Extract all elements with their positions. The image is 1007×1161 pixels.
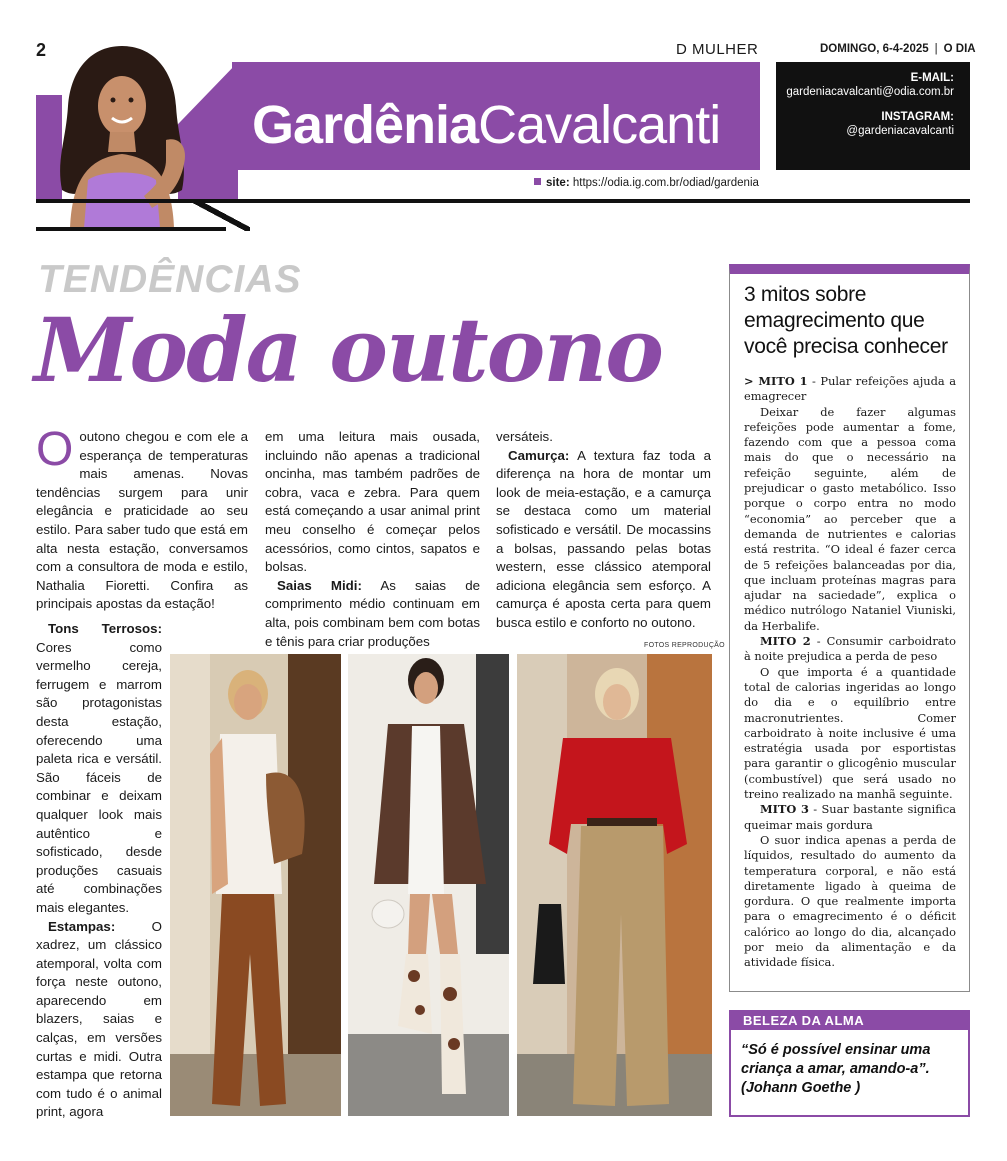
date-line — [820, 43, 976, 55]
sidebar-body — [744, 374, 956, 971]
site-line — [534, 177, 759, 189]
subhead-camurca: Camurça: — [508, 447, 570, 463]
sidebar-title: 3 mitos sobre emagrecimento que você precisa conhecer — [744, 283, 948, 358]
subhead-tons-terrosos: Tons Terrosos: — [48, 621, 162, 636]
myth-3-text: O suor indica apenas a perda de líquidos, resultado do aumento da temperatura corporal, e não está diretamente ligado à queima de gordura. O que realmente importa para o emagrecimento é o déficit calórico ao longo do dia, alcançado por meio da alimentação e da atividade física. — [744, 832, 956, 970]
header-rule-lower — [36, 227, 226, 231]
article-column-2 — [265, 428, 480, 651]
date-separator: | — [934, 43, 938, 55]
photo-credit: FOTOS REPRODUÇÃO — [644, 642, 725, 649]
article-kicker: TENDÊNCIAS — [38, 258, 302, 301]
fashion-photo-prints — [348, 654, 509, 1116]
columnist-last-name: Cavalcanti — [478, 95, 721, 155]
article-headline: Moda outono — [34, 298, 662, 402]
contact-box — [776, 62, 970, 170]
site-url[interactable]: https://odia.ig.com.br/odiad/gardenia — [572, 177, 759, 189]
section-name: D MULHER — [676, 41, 759, 58]
email-label: E-MAIL: — [910, 72, 954, 84]
quote-text: “Só é possível ensinar uma criança a amar, amando-a”. (Johann Goethe ) — [741, 1042, 931, 1096]
columnist-first-name: Gardênia — [252, 95, 479, 155]
paragraph-estampas-cont: em uma leitura mais ousada, incluindo não apenas a tradicional oncinha, mas também padrões de cobra, vaca e zebra. Para quem está começando a usar animal print meu conselho é começar pelos acessórios, como cintos, sapatos e bolsas. — [265, 429, 480, 575]
article-column-3 — [496, 428, 711, 633]
paragraph-estampas: Estampas: O xadrez, um clássico atemporal, volta com força neste outono, aparecendo em blazers, saias e calças, em versões curtas e midi. Outra estampa que retorna com tudo é o animal print, agora — [36, 918, 162, 1120]
site-bullet-icon — [534, 178, 541, 185]
quote-heading: BELEZA DA ALMA — [729, 1010, 970, 1030]
page-number: 2 — [36, 40, 47, 60]
myth-2-text: O que importa é a quantidade total de calorias ingeridas ao longo do dia e o equilíbrio entre macronutrientes. Comer carboidrato à noite inclusive é uma estratégia usada por esportistas para garantir o glicogênio muscular (combustível) que será usado no treino realizado na manhã seguinte. — [744, 664, 956, 802]
instagram-label: INSTAGRAM: — [881, 111, 954, 123]
publication-name: O DIA — [943, 43, 976, 55]
fashion-photo-earth-tones — [170, 654, 341, 1116]
paragraph-saias-midi: Saias Midi: As saias de comprimento médio continuam em alta, pois combinam bem com botas e tênis para criar produções — [265, 577, 480, 649]
article-column-1-narrow — [36, 620, 162, 1122]
email-address[interactable]: gardeniacavalcanti@odia.com.br — [786, 86, 954, 98]
paragraph-tons-terrosos: Tons Terrosos: Cores como vermelho cereja, ferrugem e marrom são protagonistas desta estação, oferecendo uma paleta rica e versátil. São fáceis de combinar e deixam qualquer look mais autêntico e sofisticado, desde produções casuais até combinações mais elegantes. — [36, 621, 162, 915]
article-intro: Ooutono chegou e com ele a esperança de temperaturas mais amenas. Novas tendências surgem para unir elegância e praticidade ao seu estilo. Para saber tudo que está em alta nesta estação, conversamos com a consultora de moda e estilo, Nathalia Fioretti. Confira as principais apostas da estação! — [36, 423, 248, 612]
article-column-1 — [36, 423, 248, 614]
columnist-name — [252, 95, 721, 155]
myth-1-heading: > MITO 1 - Pular refeições ajuda a emagrecer — [744, 374, 956, 404]
site-label: site: — [546, 177, 570, 189]
drop-cap: O — [36, 423, 74, 476]
header-rule — [36, 199, 970, 203]
fashion-photo-suede — [517, 654, 712, 1116]
instagram-handle[interactable]: @gardeniacavalcanti — [846, 125, 954, 137]
myth-1-text: Deixar de fazer algumas refeições pode aumentar a fome, fazendo com que a pessoa coma mais do que o necessário na refeição seguinte, além de prejudicar o gasto metabólico. Isso porque o corpo entra no modo “economia” ao perceber que a demanda de nutrientes e calorias está restrita. “O ideal é fazer cerca de 5 refeições balanceadas por dia, que incluam proteínas magras para ajudar na saciedade”, explica o médico nutrólogo Nataniel Viuniski, da Herbalife. — [744, 404, 956, 633]
subhead-estampas: Estampas: — [48, 918, 116, 934]
subhead-saias-midi: Saias Midi: — [277, 577, 362, 593]
paragraph-camurca: Camurça: A textura faz toda a diferença na hora de montar um look de meia-estação, e a camurça se destaca como um material sofisticado e versátil. De mocassins a bolsas, passando pelas botas western, esse clássico atemporal adiciona elegância sem esforço. A camurça é aposta certa para quem busca estilo e conforto no outono. — [496, 447, 712, 630]
issue-date: DOMINGO, 6-4-2025 — [820, 43, 929, 55]
paragraph-saias-midi-cont: versáteis. — [496, 429, 553, 444]
myth-2-heading: MITO 2 - Consumir carboidrato à noite prejudica a perda de peso — [744, 634, 956, 664]
myth-3-heading: MITO 3 - Suar bastante significa queimar mais gordura — [744, 802, 957, 832]
